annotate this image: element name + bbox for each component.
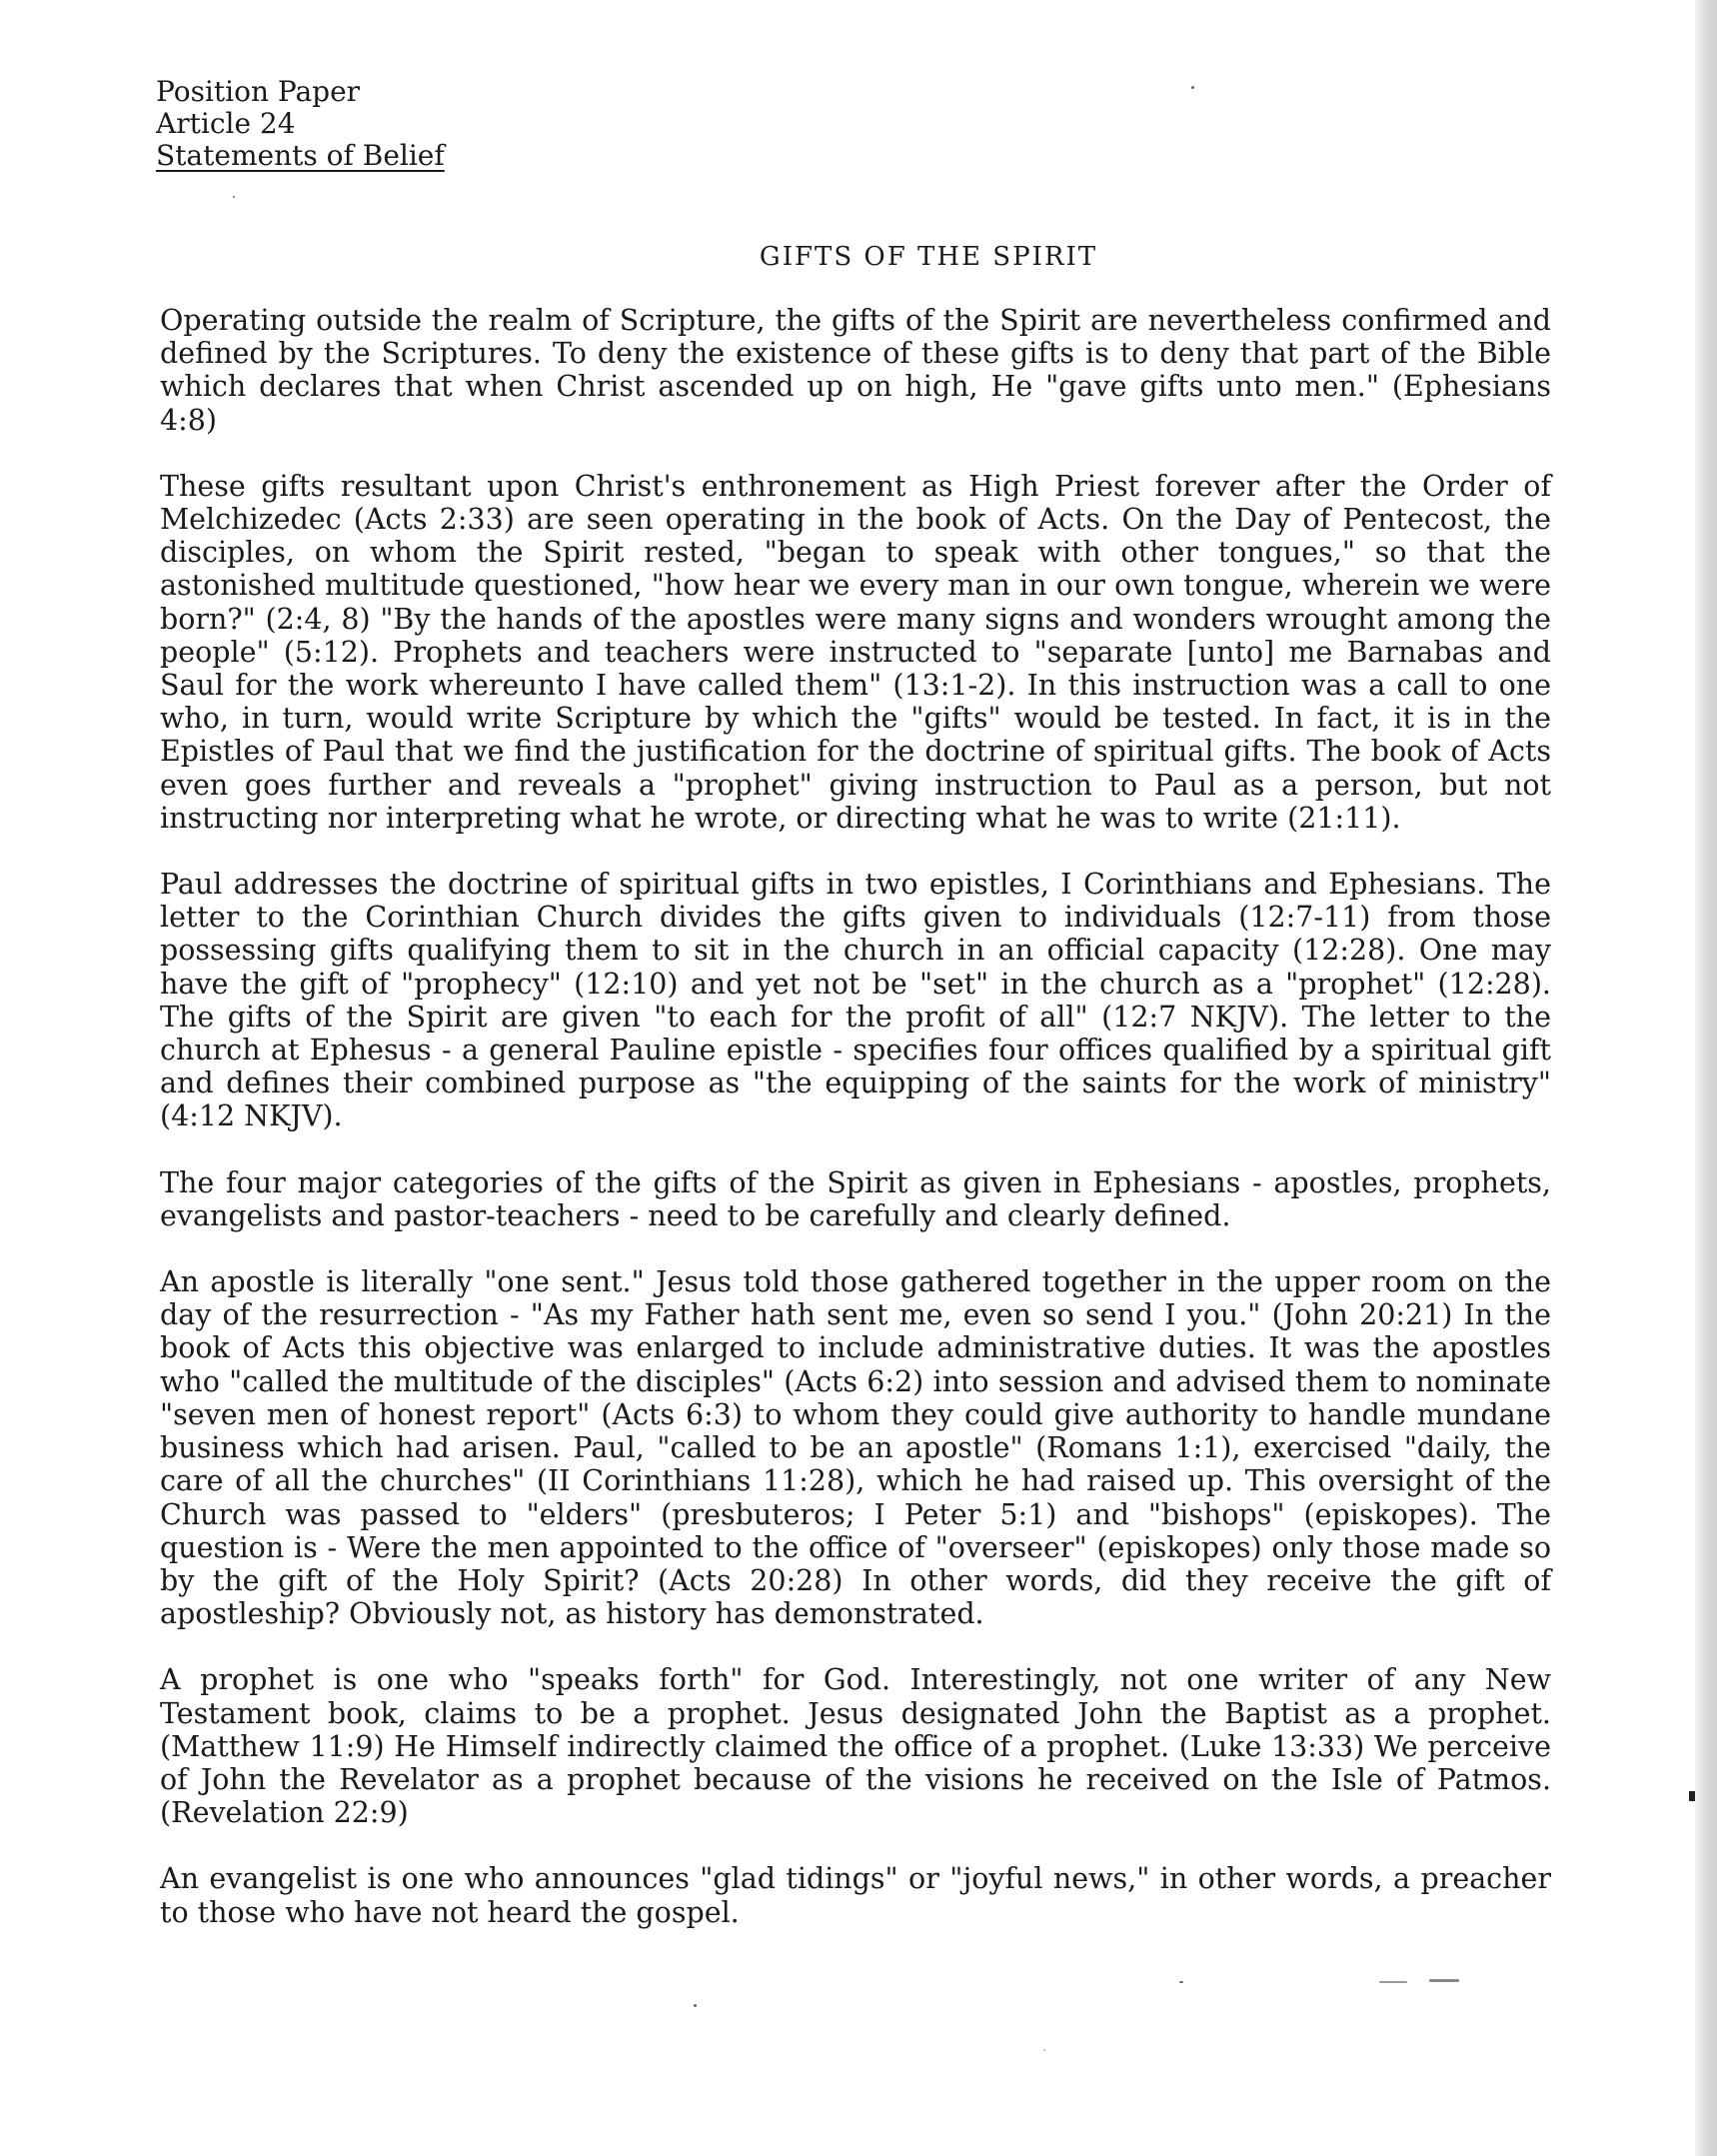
- paragraph-paul-epistles: Paul addresses the doctrine of spiritual gifts in two epistles, I Corinthians and Ephesians. The letter to the Corinthian Church divides the gifts given to individuals (12:7-11) from those possessing gifts qualifying them to sit in the church in an official capacity (12:28). One may have the gift of "prophecy" (12:10) and yet not be "set" in the church as a "prophet" (12:28). The gifts of the Spirit are given "to each for the profit of all" (12:7 NKJV). The letter to the church at Ephesus - a general Pauline epistle - specifies four offices qualified by a spiritual gift and defines their combined purpose as "the equipping of the saints for the work of ministry" (4:12 NKJV).: [160, 868, 1551, 1133]
- scan-speck: [1191, 86, 1194, 89]
- scan-margin-mark: [1689, 1791, 1695, 1801]
- paragraph-evangelist: An evangelist is one who announces "glad tidings" or "joyful news," in other words, a preacher to those who have not heard the gospel.: [160, 1862, 1551, 1929]
- paragraph-four-categories: The four major categories of the gifts of the Spirit as given in Ephesians - apostles, prophets, evangelists and pastor-teachers - need to be carefully and clearly defined.: [160, 1165, 1551, 1232]
- header-article-number: Article 24: [156, 107, 296, 140]
- paragraph-prophet: A prophet is one who "speaks forth" for God. Interestingly, not one writer of any New Testament book, claims to be a prophet. Jesus designated John the Baptist as a prophet. (Matthew 11:9) He Himself indirectly claimed the office of a prophet. (Luke 13:33) We perceive of John the Revelator as a prophet because of the visions he received on the Isle of Patmos. (Revelation 22:9): [160, 1663, 1551, 1830]
- paragraph-intro: Operating outside the realm of Scripture, the gifts of the Spirit are nevertheless confirmed and defined by the Scriptures. To deny the existence of these gifts is to deny that part of the Bible which declares that when Christ ascended up on high, He "gave gifts unto men." (Ephesians 4:8): [160, 304, 1551, 437]
- document-header: [156, 76, 445, 172]
- document-title: GIFTS OF THE SPIRIT: [759, 242, 1098, 272]
- scan-speck: [233, 196, 235, 198]
- paragraph-apostle: An apostle is literally "one sent." Jesus told those gathered together in the upper room on the day of the resurrection - "As my Father hath sent me, even so send I you." (John 20:21) In the book of Acts this objective was enlarged to include administrative duties. It was the apostles who "called the multitude of the disciples" (Acts 6:2) into session and advised them to nominate "seven men of honest report" (Acts 6:3) to whom they could give authority to handle mundane business which had arisen. Paul, "called to be an apostle" (Romans 1:1), exercised "daily, the care of all the churches" (II Corinthians 11:28), which he had raised up. This oversight of the Church was passed to "elders" (presbuteros; I Peter 5:1) and "bishops" (episkopes). The question is - Were the men appointed to the office of "overseer" (episkopes) only those made so by the gift of the Holy Spirit? (Acts 20:28) In other words, did they receive the gift of apostleship? Obviously not, as history has demonstrated.: [160, 1265, 1551, 1631]
- scan-speck: [1429, 1979, 1459, 1982]
- scan-edge-shadow: [1695, 0, 1717, 2156]
- header-position-paper: Position Paper: [156, 75, 361, 108]
- document-body: [160, 304, 1551, 1929]
- scan-speck: [694, 2004, 697, 2007]
- scan-speck: [1179, 1981, 1183, 1983]
- scan-speck: [1379, 1981, 1407, 1983]
- header-statements-of-belief: Statements of Belief: [156, 139, 445, 172]
- paragraph-acts: These gifts resultant upon Christ's enthronement as High Priest forever after the Order of Melchizedec (Acts 2:33) are seen operating in the book of Acts. On the Day of Pentecost, the disciples, on whom the Spirit rested, "began to speak with other tongues," so that the astonished multitude questioned, "how hear we every man in our own tongue, wherein we were born?" (2:4, 8) "By the hands of the apostles were many signs and wonders wrought among the people" (5:12). Prophets and teachers were instructed to "separate [unto] me Barnabas and Saul for the work whereunto I have called them" (13:1-2). In this instruction was a call to one who, in turn, would write Scripture by which the "gifts" would be tested. In fact, it is in the Epistles of Paul that we find the justification for the doctrine of spiritual gifts. The book of Acts even goes further and reveals a "prophet" giving instruction to Paul as a person, but not instructing nor interpreting what he wrote, or directing what he was to write (21:11).: [160, 469, 1551, 835]
- scan-speck: [1043, 2049, 1045, 2051]
